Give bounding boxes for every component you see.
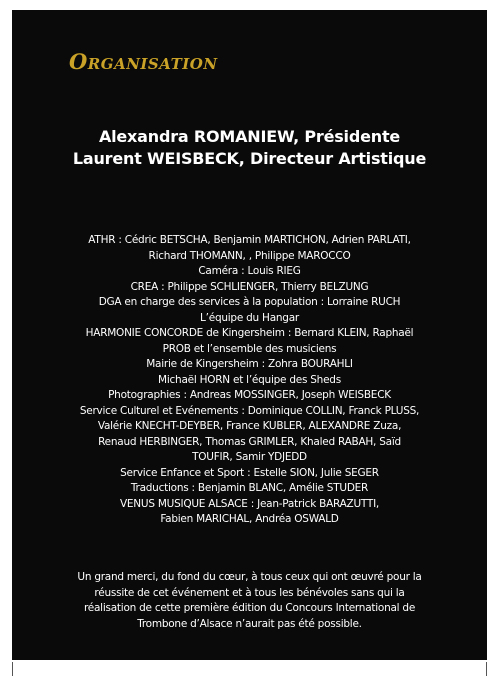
credit-line: TOUFIR, Samir YDJEDD [192,451,307,463]
credit-line: Mairie de Kingersheim : Zohra BOURAHLI [146,358,353,370]
credit-line: CREA : Philippe SCHLIENGER, Thierry BELZUNG [130,280,369,293]
credit-line: Photographies : Andreas MOSSINGER, Joseph WEISBECK [108,389,391,401]
thanks-line: Trombone d’Alsace n’aurait pas été possible. [137,617,362,630]
page-heading: Organisation [69,49,218,74]
president-line: Alexandra ROMANIEW, Présidente [98,127,401,146]
credit-line: Michaël HORN et l’équipe des Sheds [158,373,341,386]
artistic-director-line: Laurent WEISBECK, Directeur Artistique [72,149,427,168]
credit-line: DGA en charge des services à la population : Lorraine RUCH [98,296,401,308]
black-page [12,10,487,660]
credit-line: Valérie KNECHT-DEYBER, France KUBLER, ALEXANDRE Zuza, [97,420,402,432]
credit-line: Traductions : Benjamin BLANC, Amélie STUDER [130,482,369,494]
crop-mark [12,662,13,676]
credit-line: HARMONIE CONCORDE de Kingersheim : Bernard KLEIN, Raphaël [85,327,414,339]
thanks-line: Un grand merci, du fond du cœur, à tous ceux qui ont œuvré pour la [77,571,422,583]
credit-line: Richard THOMANN, , Philippe MAROCCO [148,249,351,262]
credit-line: Renaud HERBINGER, Thomas GRIMLER, Khaled RABAH, Saïd [98,435,401,448]
thanks-paragraph [12,570,487,632]
thanks-line: réussite de cet événement et à tous les bénévoles sans qui la [94,586,405,599]
credit-line: Service Enfance et Sport : Estelle SION, Julie SEGER [120,466,379,479]
thanks-line: réalisation de cette première édition du Concours International de [83,602,416,614]
leaders-block [12,126,487,170]
credit-line: PROB et l’ensemble des musiciens [162,342,337,355]
credit-line: L’équipe du Hangar [200,311,299,324]
credit-line: Caméra : Louis RIEG [198,265,301,277]
crop-mark [486,662,487,676]
credit-line: VENUS MUSIQUE ALSACE : Jean-Patrick BARAZUTTI, [119,497,380,510]
credit-line: Service Culturel et Evénements : Dominique COLLIN, Franck PLUSS, [79,404,420,417]
credit-line: ATHR : Cédric BETSCHA, Benjamin MARTICHON, Adrien PARLATI, [88,234,411,246]
credit-line: Fabien MARICHAL, Andréa OSWALD [160,513,339,525]
credits-block [12,233,487,528]
